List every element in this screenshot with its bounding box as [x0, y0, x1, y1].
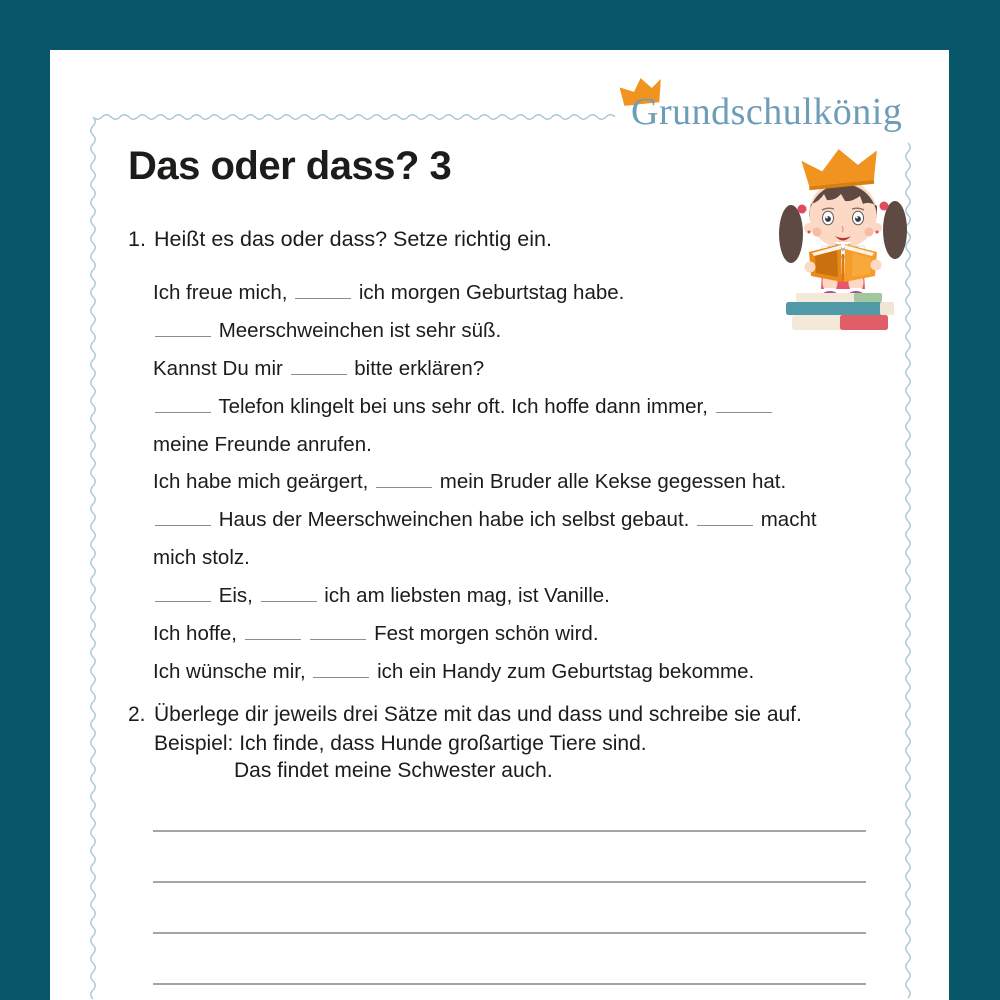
sentence-line: Kannst Du mir bitte erklären?	[153, 356, 485, 380]
book-stack-icon	[786, 293, 894, 330]
sentence-line: mich stolz.	[153, 546, 250, 570]
sentence-line: Eis, ich am liebsten mag, ist Vanille.	[153, 577, 893, 615]
sentence-line: Ich hoffe, Fest morgen schön wird.	[153, 622, 599, 646]
exercise2-example-line2: Das findet meine Schwester auch.	[234, 759, 553, 782]
sentence-line: meine Freunde anrufen.	[153, 432, 372, 456]
writing-line[interactable]	[153, 983, 866, 985]
writing-lines-area	[153, 830, 866, 1000]
exercise1-prompt: Heißt es das oder dass? Setze richtig ein.	[154, 227, 552, 251]
sentence-line: Haus der Meerschweinchen habe ich selbst gebaut. macht	[153, 501, 893, 539]
writing-line[interactable]	[153, 830, 866, 832]
open-book-icon	[805, 242, 882, 282]
girl-reading-illustration	[778, 146, 908, 330]
crown-icon	[801, 146, 880, 190]
fill-in-blank[interactable]	[376, 476, 432, 488]
exercise2-prompt-row	[128, 703, 802, 727]
fill-in-blank[interactable]	[716, 401, 772, 413]
exercise1-number: 1.	[128, 227, 146, 251]
sentence-line: Telefon klingelt bei uns sehr oft. Ich hoffe dann immer,	[153, 388, 893, 426]
exercise2-prompt: Überlege dir jeweils drei Sätze mit das und dass und schreibe sie auf.	[154, 703, 802, 726]
fill-in-blank[interactable]	[291, 363, 347, 375]
exercise2-example-line1: Beispiel: Ich finde, dass Hunde großartige Tiere sind.	[154, 732, 647, 755]
writing-line[interactable]	[153, 881, 866, 883]
fill-in-blank[interactable]	[155, 590, 211, 602]
sentence-line: Meerschweinchen ist sehr süß.	[153, 312, 893, 350]
fill-in-blank[interactable]	[155, 514, 211, 526]
exercise1-sentences	[153, 274, 893, 691]
fill-in-blank[interactable]	[697, 514, 753, 526]
writing-line[interactable]	[153, 932, 866, 934]
exercise1-prompt-row	[128, 227, 552, 252]
fill-in-blank[interactable]	[313, 666, 369, 678]
exercise2-number: 2.	[128, 703, 146, 726]
fill-in-blank[interactable]	[155, 401, 211, 413]
fill-in-blank[interactable]	[261, 590, 317, 602]
logo-text: Grundschulkönig	[631, 91, 903, 133]
fill-in-blank[interactable]	[155, 325, 211, 337]
sentence-line: Ich habe mich geärgert, mein Bruder alle Kekse gegessen hat.	[153, 470, 787, 494]
sentence-line: Ich wünsche mir, ich ein Handy zum Geburtstag bekomme.	[153, 659, 755, 683]
page-title: Das oder dass? 3	[128, 144, 452, 188]
fill-in-blank[interactable]	[295, 287, 351, 299]
sentence-line: Ich freue mich, ich morgen Geburtstag habe.	[153, 281, 625, 304]
fill-in-blank[interactable]	[245, 628, 301, 640]
fill-in-blank[interactable]	[310, 628, 366, 640]
